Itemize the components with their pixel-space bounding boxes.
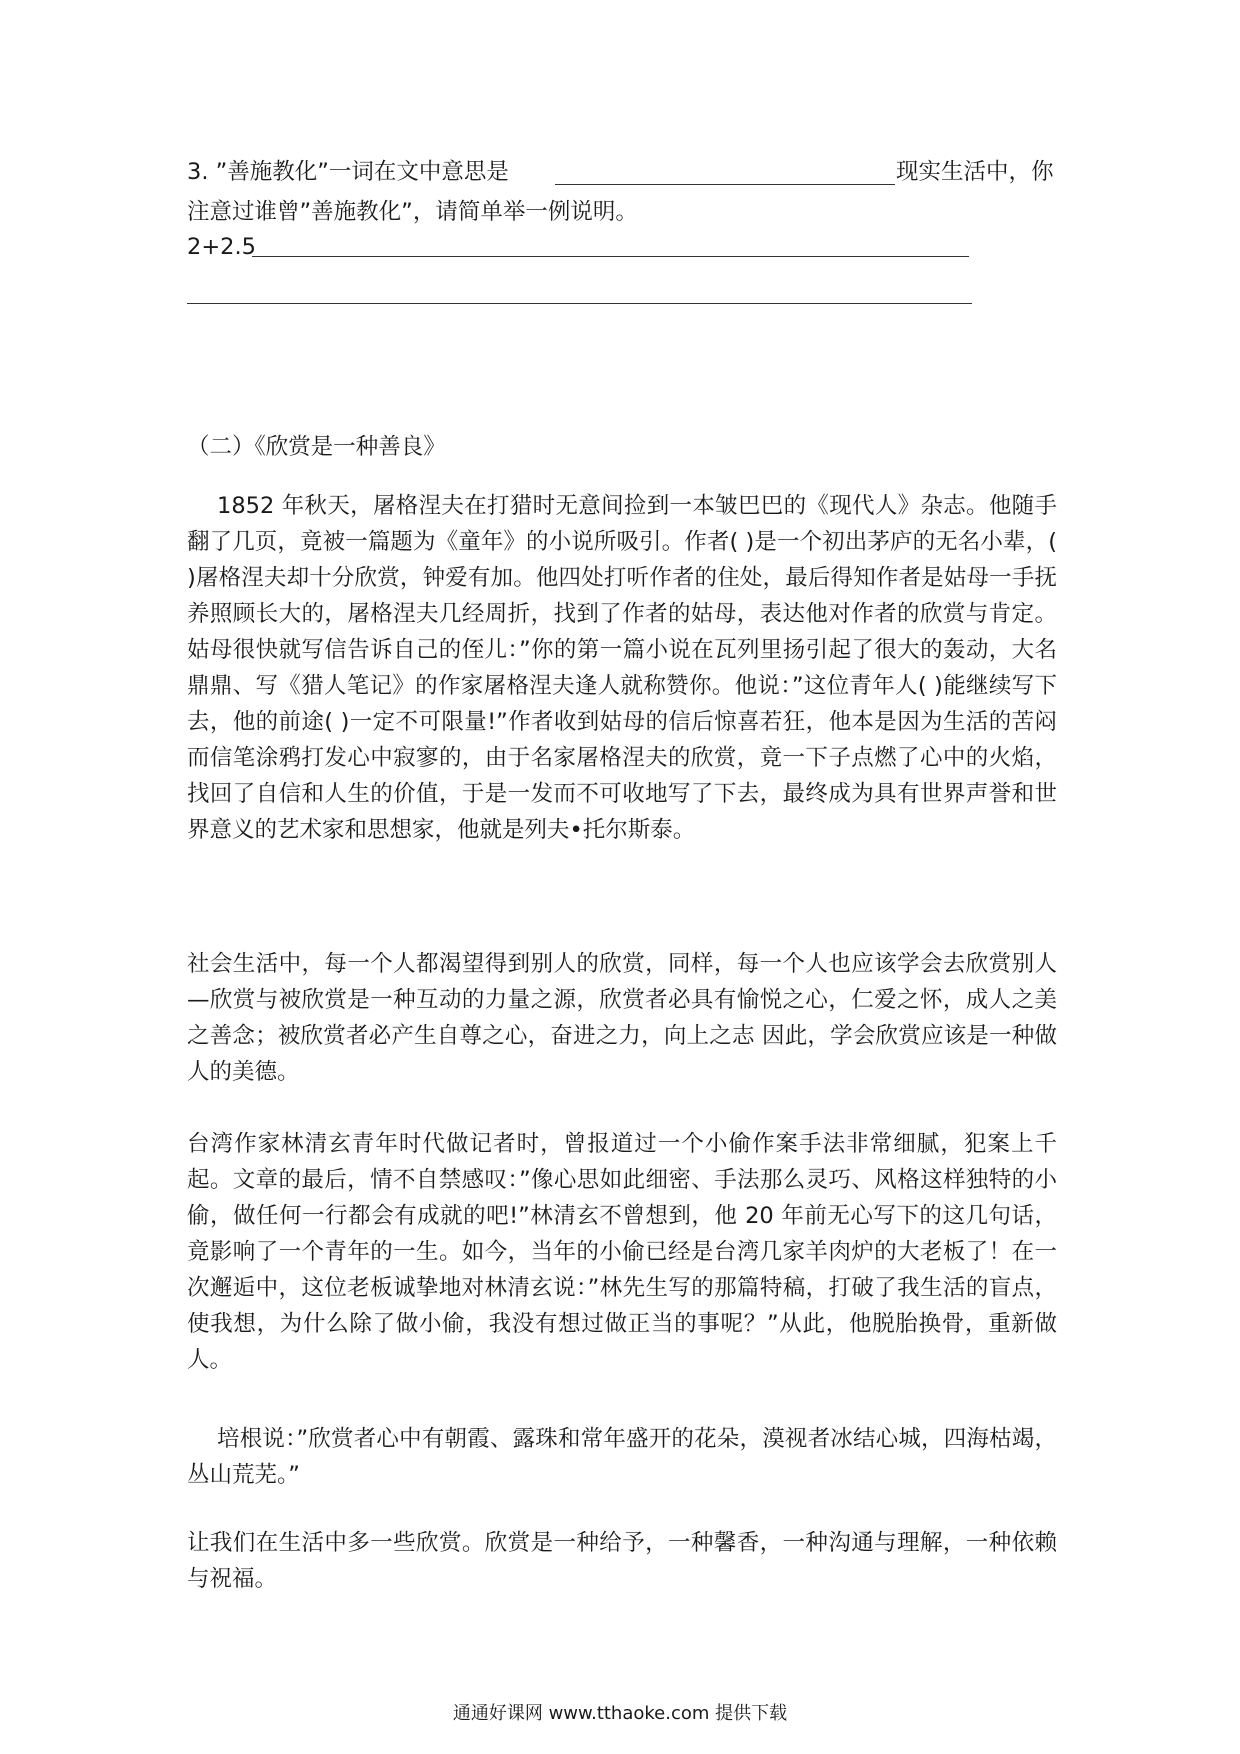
question-3-suffix: 现实生活中，你 bbox=[896, 159, 1054, 185]
passage-paragraph-1: 1852 年秋天，屠格涅夫在打猎时无意间捡到一本皱巴巴的《现代人》杂志。他随手翻了几页，竟被一篇题为《童年》的小说所吸引。作者( )是一个初出茅庐的无名小辈，( )屠格涅夫却十分欣赏，钟爱有加。他四处打听作者的住处，最后得知作者是姑母一手抚养照顾长大的，屠格涅夫几经周折，找到了作者的姑母，表达他对作者的欣赏与肯定。姑母很快就写信告诉自己的侄儿：”你的第一篇小说在瓦列里扬引起了很大的轰动，大名鼎鼎、写《猎人笔记》的作家屠格涅夫逢人就称赞你。他说：”这位青年人( )能继续写下去，他的前途( )一定不可限量!”作者收到姑母的信后惊喜若狂，他本是因为生活的苦闷而信笔涂鸦打发心中寂寥的，由于名家屠格涅夫的欣赏，竟一下子点燃了心中的火焰，找回了自信和人生的价值，于是一发而不可收地写了下去，最终成为具有世界声誉和世界意义的艺术家和思想家，他就是列夫•托尔斯泰。 bbox=[187, 493, 1057, 843]
passage-paragraph-2: 社会生活中，每一个人都渴望得到别人的欣赏，同样，每一个人也应该学会去欣赏别人—欣赏与被欣赏是一种互动的力量之源，欣赏者必具有愉悦之心，仁爱之怀，成人之美之善念；被欣赏者必产生自尊之心，奋进之力，向上之志 因此，学会欣赏应该是一种做人的美德。 bbox=[187, 951, 1057, 1085]
page-footer: 通通好课网 www.tthaoke.com 提供下载 bbox=[452, 1703, 788, 1724]
passage-paragraph-5: 让我们在生活中多一些欣赏。欣赏是一种给予，一种馨香，一种沟通与理解，一种依赖与祝福。 bbox=[187, 1530, 1057, 1592]
question-3-line2: 注意过谁曾”善施教化”，请简单举一例说明。 bbox=[187, 199, 638, 225]
question-3-prefix: 3. ”善施教化”一词在文中意思是 bbox=[187, 159, 509, 185]
passage-paragraph-3: 台湾作家林清玄青年时代做记者时，曾报道过一个小偷作案手法非常细腻，犯案上千起。文章的最后，情不自禁感叹：”像心思如此细密、手法那么灵巧、风格这样独特的小偷，做任何一行都会有成就的吧!”林清玄不曾想到，他 20 年前无心写下的这几句话，竟影响了一个青年的一生。如今，当年的小偷已经是台湾几家羊肉炉的大老板了！在一次邂逅中，这位老板诚挚地对林清玄说：”林先生写的那篇特稿，打破了我生活的盲点，使我想，为什么除了做小偷，我没有想过做正当的事呢？”从此，他脱胎换骨，重新做人。 bbox=[187, 1131, 1057, 1373]
question-3-score: 2+2.5 bbox=[187, 234, 256, 260]
section-heading: （二）《欣赏是一种善良》 bbox=[187, 434, 446, 460]
answer-blank-meaning[interactable] bbox=[555, 184, 895, 185]
answer-line-2[interactable] bbox=[187, 303, 972, 304]
answer-line-1[interactable] bbox=[252, 256, 969, 257]
passage-paragraph-4: 培根说：”欣赏者心中有朝霞、露珠和常年盛开的花朵，漠视者冰结心城，四海枯竭，丛山荒芜。” bbox=[187, 1426, 1057, 1488]
